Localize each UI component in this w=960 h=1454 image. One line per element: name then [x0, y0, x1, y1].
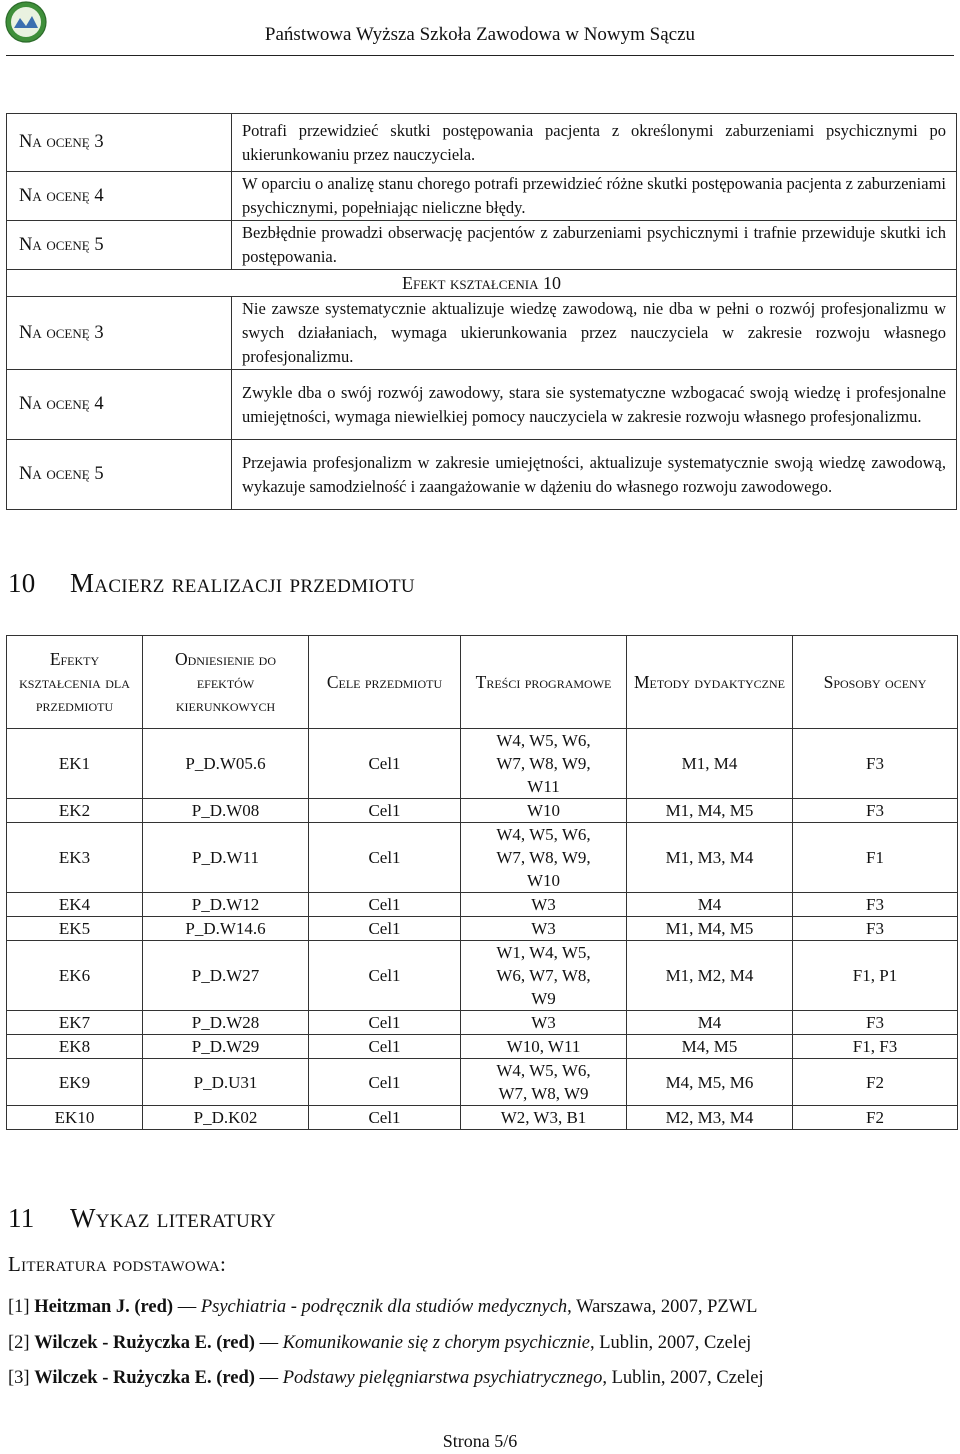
content-cell: W10, W11: [461, 1035, 627, 1059]
effect-cell: EK8: [7, 1035, 143, 1059]
effect-cell: EK2: [7, 799, 143, 823]
effect-cell: EK1: [7, 729, 143, 799]
content-cell: W2, W3, B1: [461, 1106, 627, 1130]
table-row: [7, 893, 958, 917]
section-title: Wykaz literatury: [70, 1203, 276, 1233]
matrix-body: [7, 729, 958, 1130]
literature-dash: —: [259, 1368, 279, 1388]
method-cell: M1, M3, M4: [627, 823, 793, 893]
literature-title: Komunikowanie się z chorym psychicznie: [282, 1333, 590, 1353]
assessment-cell: F1, F3: [793, 1035, 958, 1059]
method-cell: M4, M5: [627, 1035, 793, 1059]
column-header: Metody dydaktyczne: [627, 636, 793, 729]
rubric-row: [7, 172, 957, 221]
section-heading: [8, 1203, 276, 1234]
table-row: [7, 1106, 958, 1130]
method-cell: M1, M4, M5: [627, 917, 793, 941]
goal-cell: Cel1: [309, 917, 461, 941]
literature-dash: —: [259, 1333, 279, 1353]
column-header: Treści programowe: [461, 636, 627, 729]
assessment-cell: F1, P1: [793, 941, 958, 1011]
literature-heading: Literatura podstawowa:: [8, 1252, 227, 1276]
literature-item: [8, 1297, 757, 1318]
table-row: [7, 941, 958, 1011]
content-cell: W3: [461, 893, 627, 917]
goal-cell: Cel1: [309, 941, 461, 1011]
reference-cell: P_D.W28: [143, 1011, 309, 1035]
content-cell: W1, W4, W5, W6, W7, W8, W9: [461, 941, 627, 1011]
reference-cell: P_D.W11: [143, 823, 309, 893]
assessment-cell: F3: [793, 1011, 958, 1035]
assessment-cell: F3: [793, 729, 958, 799]
effect-cell: EK10: [7, 1106, 143, 1130]
table-row: [7, 729, 958, 799]
reference-cell: P_D.K02: [143, 1106, 309, 1130]
method-cell: M1, M2, M4: [627, 941, 793, 1011]
subject-matrix-table: [6, 635, 958, 1130]
assessment-cell: F1: [793, 823, 958, 893]
section-number: 10: [8, 568, 36, 598]
literature-author: Heitzman J. (red): [34, 1297, 174, 1317]
rubric-row: [7, 440, 957, 510]
literature-item: [8, 1333, 751, 1354]
method-cell: M1, M4: [627, 729, 793, 799]
goal-cell: Cel1: [309, 1059, 461, 1106]
page-number: Strona 5/6: [442, 1431, 518, 1451]
assessment-cell: F3: [793, 799, 958, 823]
column-header: Odniesienie do efektów kierunkowych: [143, 636, 309, 729]
effect-cell: EK3: [7, 823, 143, 893]
section-title: Macierz realizacji przedmiotu: [70, 568, 415, 598]
content-cell: W4, W5, W6, W7, W8, W9: [461, 1059, 627, 1106]
method-cell: M4, M5, M6: [627, 1059, 793, 1106]
reference-cell: P_D.W12: [143, 893, 309, 917]
header-title: Państwowa Wyższa Szkoła Zawodowa w Nowym Sączu: [264, 24, 696, 45]
literature-ref: [1]: [8, 1297, 30, 1317]
literature-ref: [2]: [8, 1333, 30, 1353]
grade-description: Przejawia profesjonalizm w zakresie umiejętności, aktualizuje systematycznie swoją wiedzę zawodową, wykazuje samodzielność i zaangażowanie w dążeniu do własnego rozwoju zawodowego.: [232, 440, 957, 510]
literature-author: Wilczek - Rużyczka E. (red): [34, 1333, 255, 1353]
column-header: Sposoby oceny: [793, 636, 958, 729]
grade-description: Nie zawsze systematycznie aktualizuje wiedzę zawodową, nie dba w pełni o rozwój profesjonalizmu w swych działaniach, wymaga ukierunkowania przez nauczyciela w zakresie rozwoju własnego profesjonalizmu.: [232, 297, 957, 370]
literature-author: Wilczek - Rużyczka E. (red): [34, 1368, 255, 1388]
goal-cell: Cel1: [309, 1035, 461, 1059]
grade-description: Zwykle dba o swój rozwój zawodowy, stara sie systematyczne wzbogacać swoją wiedzę i profesjonalne umiejętności, wymaga niewielkiej pomocy nauczyciela w zakresie rozwoju własnego profesjonalizmu.: [232, 370, 957, 440]
literature-title: Podstawy pielęgniarstwa psychiatrycznego: [282, 1368, 603, 1388]
content-cell: W10: [461, 799, 627, 823]
matrix-header-row: [7, 636, 958, 729]
literature-title: Psychiatria - podręcznik dla studiów medycznych: [200, 1297, 568, 1317]
goal-cell: Cel1: [309, 1106, 461, 1130]
content-cell: W3: [461, 1011, 627, 1035]
reference-cell: P_D.W27: [143, 941, 309, 1011]
method-cell: M2, M3, M4: [627, 1106, 793, 1130]
grade-label: Na ocenę 4: [7, 172, 232, 221]
table-row: [7, 823, 958, 893]
assessment-rubric-table: [6, 113, 957, 510]
literature-details: , Lublin, 2007, Czelej: [602, 1368, 764, 1388]
effect-cell: EK4: [7, 893, 143, 917]
method-cell: M4: [627, 893, 793, 917]
reference-cell: P_D.W05.6: [143, 729, 309, 799]
rubric-row: [7, 221, 957, 270]
literature-dash: —: [177, 1297, 197, 1317]
rubric-row: [7, 370, 957, 440]
grade-description: Bezbłędnie prowadzi obserwację pacjentów z zaburzeniami psychicznymi i trafnie przewiduje skutki ich postępowania.: [232, 221, 957, 270]
assessment-cell: F3: [793, 917, 958, 941]
effect-cell: EK9: [7, 1059, 143, 1106]
grade-description: Potrafi przewidzieć skutki postępowania pacjenta z określonymi zaburzeniami psychicznymi po ukierunkowaniu przez nauczyciela.: [232, 114, 957, 172]
effect-header-row: [7, 270, 957, 297]
grade-label: Na ocenę 3: [7, 297, 232, 370]
table-row: [7, 917, 958, 941]
method-cell: M1, M4, M5: [627, 799, 793, 823]
method-cell: M4: [627, 1011, 793, 1035]
effect-cell: EK5: [7, 917, 143, 941]
grade-label: Na ocenę 3: [7, 114, 232, 172]
table-row: [7, 1035, 958, 1059]
reference-cell: P_D.W08: [143, 799, 309, 823]
table-row: [7, 799, 958, 823]
grade-label: Na ocenę 5: [7, 221, 232, 270]
grade-label: Na ocenę 5: [7, 440, 232, 510]
table-row: [7, 1011, 958, 1035]
reference-cell: P_D.W29: [143, 1035, 309, 1059]
goal-cell: Cel1: [309, 823, 461, 893]
content-cell: W4, W5, W6, W7, W8, W9, W11: [461, 729, 627, 799]
effect-label: Efekt kształcenia 10: [7, 270, 957, 297]
university-logo: [4, 0, 48, 44]
goal-cell: Cel1: [309, 893, 461, 917]
table-row: [7, 1059, 958, 1106]
goal-cell: Cel1: [309, 729, 461, 799]
reference-cell: P_D.W14.6: [143, 917, 309, 941]
content-cell: W3: [461, 917, 627, 941]
reference-cell: P_D.U31: [143, 1059, 309, 1106]
header-divider: [6, 55, 954, 56]
content-cell: W4, W5, W6, W7, W8, W9, W10: [461, 823, 627, 893]
assessment-cell: F3: [793, 893, 958, 917]
literature-details: , Warszawa, 2007, PZWL: [567, 1297, 758, 1317]
section-heading: [8, 568, 415, 599]
goal-cell: Cel1: [309, 799, 461, 823]
section-number: 11: [8, 1203, 35, 1233]
grade-description: W oparciu o analizę stanu chorego potrafi przewidzieć różne skutki postępowania pacjenta z zaburzeniami psychicznymi, popełniając nieliczne błędy.: [232, 172, 957, 221]
goal-cell: Cel1: [309, 1011, 461, 1035]
literature-ref: [3]: [8, 1368, 30, 1388]
assessment-cell: F2: [793, 1106, 958, 1130]
effect-cell: EK6: [7, 941, 143, 1011]
rubric-row: [7, 297, 957, 370]
literature-item: [8, 1368, 764, 1389]
grade-label: Na ocenę 4: [7, 370, 232, 440]
effect-cell: EK7: [7, 1011, 143, 1035]
rubric-row: [7, 114, 957, 172]
column-header: Cele przedmiotu: [309, 636, 461, 729]
column-header: Efekty kształcenia dla przedmiotu: [7, 636, 143, 729]
assessment-cell: F2: [793, 1059, 958, 1106]
literature-details: , Lublin, 2007, Czelej: [589, 1333, 752, 1353]
